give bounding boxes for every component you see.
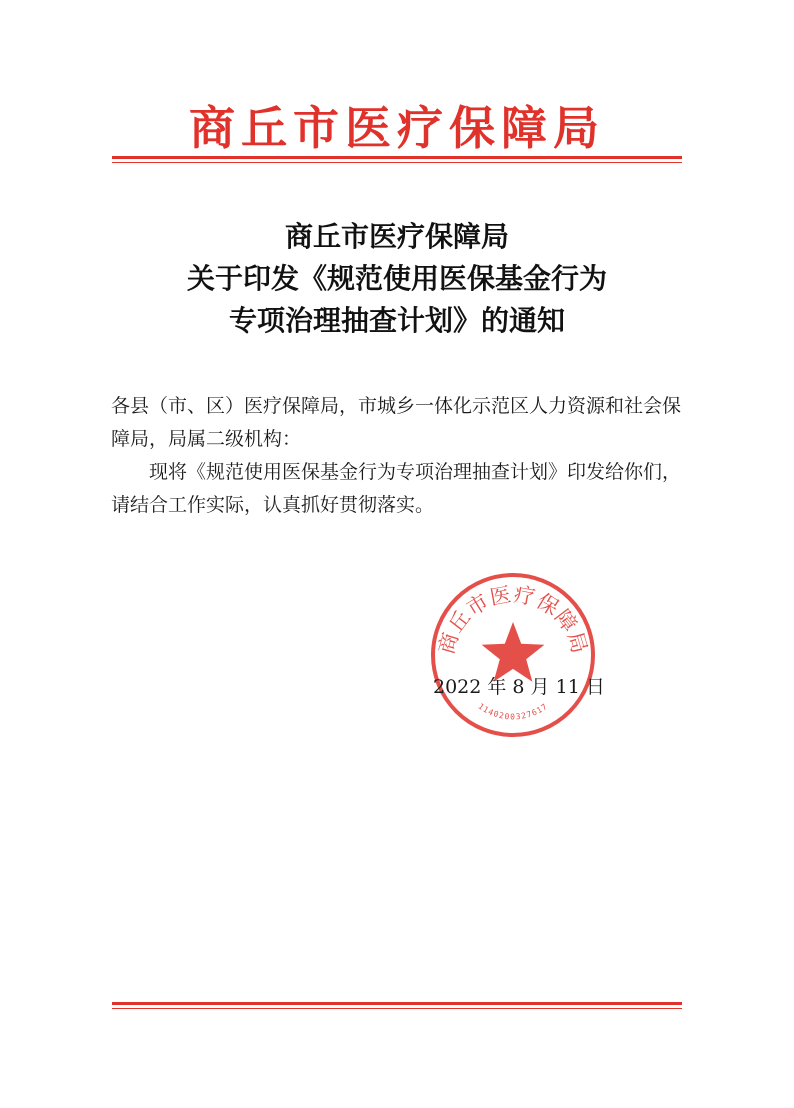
recipients-line: 各县（市、区）医疗保障局，市城乡一体化示范区人力资源和社会保障局，局属二级机构： (111, 395, 682, 450)
seal-agency-text: 商丘市医疗保障局 (434, 582, 592, 657)
masthead-divider (112, 156, 682, 163)
svg-text:1140200327617 (476, 702, 549, 722)
title-line-1: 商丘市医疗保障局 (284, 220, 509, 253)
signature-date: 2022 年 8 月 11 日 (433, 676, 605, 698)
body-paragraph: 现将《规范使用医保基金行为专项治理抽查计划》印发给你们，请结合工作实际，认真抓好贯彻落实。 (111, 461, 682, 516)
title-line-2: 关于印发《规范使用医保基金行为 (186, 262, 607, 295)
document-title (0, 216, 794, 342)
masthead-agency-name: 商丘市医疗保障局 (189, 101, 605, 155)
title-line-3: 专项治理抽查计划》的通知 (228, 304, 565, 337)
document-body (111, 390, 689, 522)
footer-divider (112, 1002, 682, 1009)
official-seal-stamp (428, 570, 598, 740)
seal-code-text: 1140200327617 (476, 701, 550, 722)
